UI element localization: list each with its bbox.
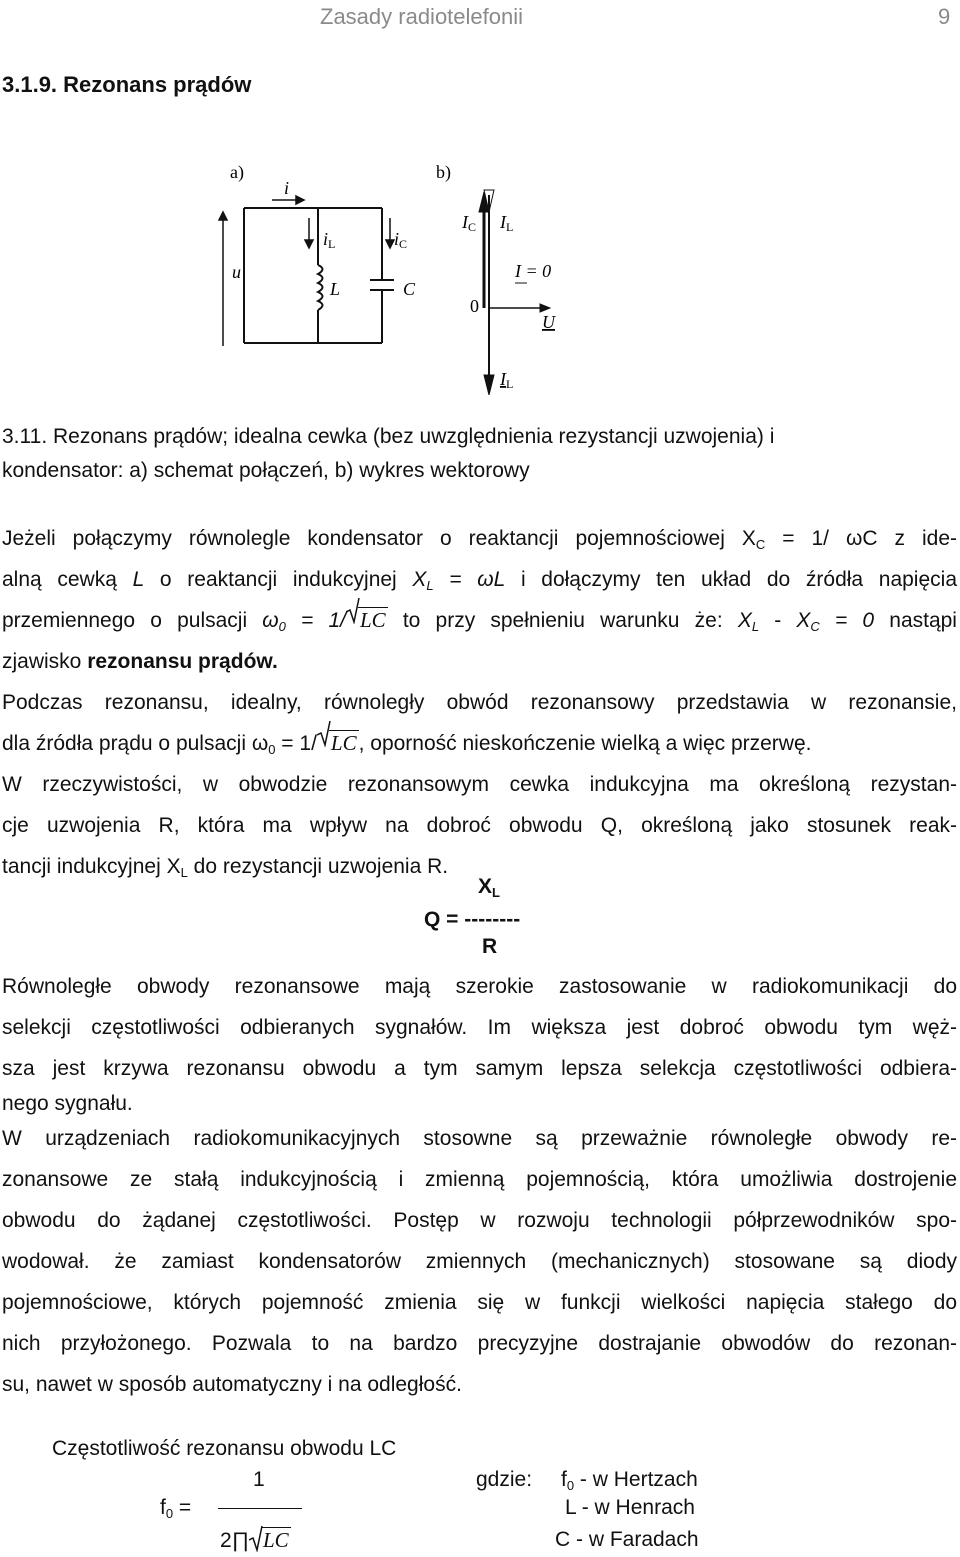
label-b: b) bbox=[436, 162, 451, 182]
caption-line-1: 3.11. Rezonans prądów; idealna cewka (bez uwzględnienia rezystancji uzwojenia) i bbox=[2, 425, 775, 448]
p4-line-3: sza jest krzywa rezonansu obwodu a tym samym lepsza selekcja częstotliwości odbiera- bbox=[2, 1057, 957, 1080]
p5-line-6: nich przyłożonego. Pozwala to na bardzo precyzyjne dostrajanie obwodów do rezonan- bbox=[2, 1332, 957, 1355]
label-a: a) bbox=[230, 162, 244, 182]
sqrt-lc-3: LC bbox=[249, 1528, 291, 1553]
label-u: u bbox=[232, 262, 241, 282]
p1-line-2: alną cewką L o reaktancji indukcyjnej $X_L = \omega L$ i dołączymy ten układ do źródła napięcia bbox=[2, 568, 957, 593]
unit-f0: $f_0$ - w Hertzach bbox=[561, 1468, 698, 1493]
label-origin: 0 bbox=[470, 296, 479, 316]
sqrt-lc-2: LC bbox=[317, 723, 359, 764]
p5-line-2: zonansowe ze stałą indukcyjnością i zmienną pojemnością, która umożliwia dostrojenie bbox=[2, 1168, 957, 1191]
formula-numerator: $X_L$ bbox=[478, 875, 500, 900]
p2-line-2: dla źródła prądu o pulsacji $\omega_0 = 1/$ LC, oporność nieskończenie wielką a więc przerwę. bbox=[2, 723, 957, 764]
paragraph-2 bbox=[2, 682, 957, 764]
resonance-title: Częstotliwość rezonansu obwodu LC bbox=[52, 1437, 397, 1460]
circuit-diagram bbox=[200, 150, 580, 395]
label-U: U bbox=[542, 312, 555, 332]
paragraph-3 bbox=[2, 764, 957, 887]
paragraph-5 bbox=[2, 1118, 957, 1405]
paragraph-4 bbox=[2, 966, 957, 1119]
formula-line: Q = -------- bbox=[424, 908, 521, 931]
unit-C: C - w Faradach bbox=[555, 1528, 699, 1551]
p4-line-4: nego sygnału. bbox=[2, 1092, 133, 1115]
label-i-zero: I = 0 bbox=[515, 261, 552, 281]
p2-line-1: Podczas rezonansu, idealny, równoległy obwód rezonansowy przedstawia w rezonansie, bbox=[2, 691, 957, 714]
p5-line-3: obwodu do żądanej częstotliwości. Postęp w rozwoju technologii półprzewodników spo- bbox=[2, 1209, 957, 1232]
p5-line-7: su, nawet w sposób automatyczny i na odległość. bbox=[2, 1373, 462, 1396]
unit-L: L - w Henrach bbox=[565, 1496, 695, 1519]
p5-line-5: pojemnościowe, których pojemność zmienia się w funkcji wielkości napięcia stałego do bbox=[2, 1291, 957, 1314]
p3-line-1: W rzeczywistości, w obwodzie rezonansowym cewka indukcyjna ma określoną rezystan- bbox=[2, 773, 957, 796]
running-header-title: Zasady radiotelefonii bbox=[320, 4, 524, 29]
svg-text:IL: IL bbox=[500, 212, 514, 234]
section-title: 3.1.9. Rezonans prądów bbox=[2, 72, 252, 97]
label-i: i bbox=[284, 178, 290, 198]
formula-denominator: R bbox=[482, 935, 498, 958]
figure-caption bbox=[2, 420, 952, 488]
phasor-diagram bbox=[479, 190, 550, 395]
current-arrows bbox=[219, 196, 394, 346]
p1-line-3: przemiennego o pulsacji $\omega_0 = 1/$ LC to przy spełnieniu warunku że: $X_L - X_C = 0$ nastąpi bbox=[2, 600, 957, 641]
svg-text:iL: iL bbox=[323, 229, 336, 251]
resonance-numerator: 1 bbox=[253, 1468, 265, 1491]
svg-text:IL: IL bbox=[500, 369, 514, 391]
p1-line-1: Jeżeli połączymy równolegle kondensator o reaktancji pojemnościowej $X_C = 1/$ ωC z ide- bbox=[2, 527, 957, 552]
p5-line-4: wodował. że zamiast kondensatorów zmiennych (mechanicznych) stosowane są diody bbox=[2, 1250, 957, 1273]
svg-text:iC: iC bbox=[394, 229, 408, 251]
fraction-bar bbox=[218, 1508, 302, 1509]
resonance-lhs: $f_0$ = bbox=[160, 1496, 192, 1521]
paragraph-1 bbox=[2, 518, 957, 682]
sqrt-lc: LC bbox=[346, 600, 388, 641]
label-L: L bbox=[330, 279, 341, 299]
caption-line-2: kondensator: a) schemat połączeń, b) wykres wektorowy bbox=[2, 459, 530, 482]
p3-line-2: cje uzwojenia R, która ma wpływ na dobroć obwodu Q, określoną jako stosunek reak- bbox=[2, 814, 957, 837]
p4-line-1: Równoległe obwody rezonansowe mają szerokie zastosowanie w radiokomunikacji do bbox=[2, 975, 957, 998]
page-number: 9 bbox=[938, 4, 951, 29]
where-label: gdzie: bbox=[476, 1468, 533, 1491]
p3-line-3: tancji indukcyjnej $X_L$ do rezystancji uzwojenia R. bbox=[2, 855, 449, 880]
label-C: C bbox=[403, 279, 416, 299]
p1-line-4: zjawisko rezonansu prądów. bbox=[2, 650, 278, 673]
p4-line-2: selekcji częstotliwości odbieranych sygnałów. Im większa jest dobroć obwodu tym węż- bbox=[2, 1016, 957, 1039]
svg-text:IC: IC bbox=[462, 212, 477, 234]
p5-line-1: W urządzeniach radiokomunikacyjnych stosowne są przeważnie równoległe obwody re- bbox=[2, 1127, 957, 1150]
resonance-denominator: 2∏ LC bbox=[220, 1528, 289, 1552]
circuit-figure bbox=[200, 150, 580, 395]
parallel-lc-schematic bbox=[244, 208, 394, 343]
